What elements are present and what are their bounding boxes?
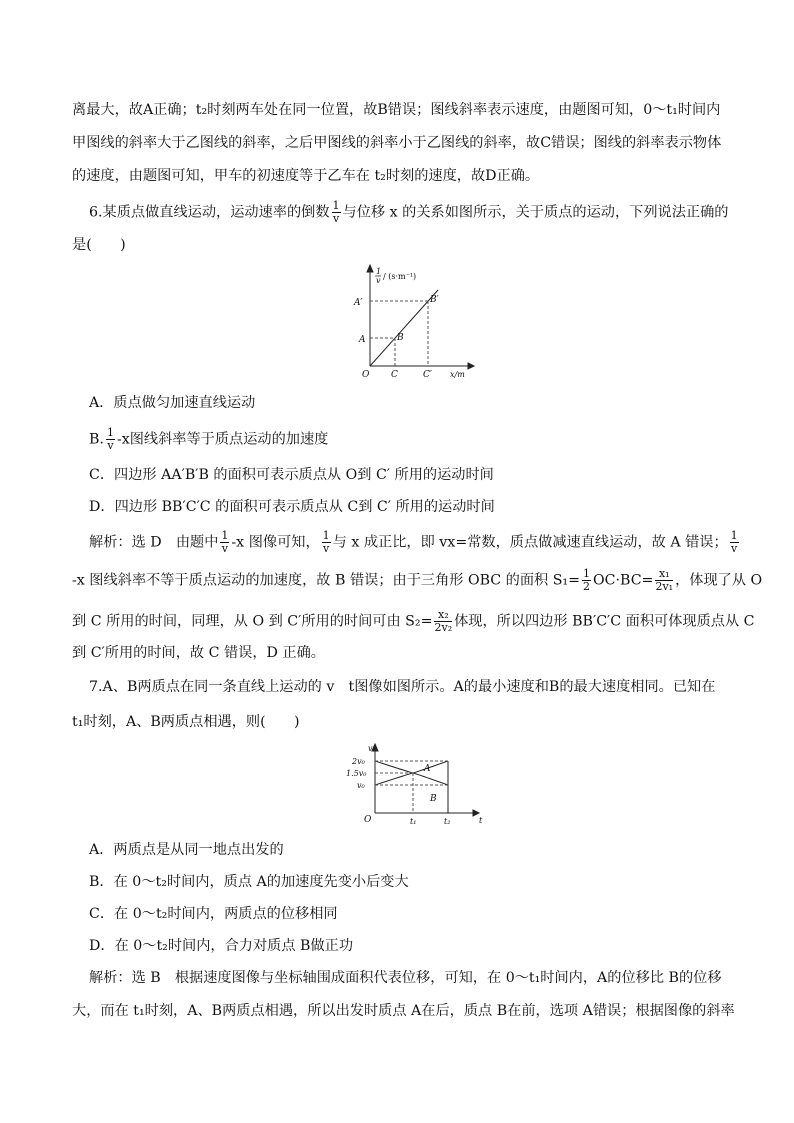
q6-label-a: A: [359, 335, 366, 345]
q6-figure: [350, 262, 480, 380]
q6-label-a-prime: A′: [354, 298, 363, 308]
q6-option-a: A．质点做匀加速直线运动: [89, 395, 256, 411]
q6-optb-fraction: $\frac{1}{v}$: [106, 426, 114, 452]
q7-origin: O: [364, 815, 372, 825]
q6-label-c: C: [391, 370, 398, 380]
q6-stem-b: 与位移 x 的关系如图所示，关于质点的运动，下列说法正确的: [342, 204, 729, 221]
q6-stem-line-1: [89, 200, 739, 225]
q6-label-b-prime: B′: [430, 295, 439, 305]
q7-tick-v0: v₀: [357, 781, 365, 790]
q6-y-arrow: [367, 265, 373, 272]
q7-tick-t1: t₁: [410, 817, 417, 826]
q7-figure: [340, 743, 490, 828]
q7-xaxis-label: t: [479, 816, 483, 825]
prev-analysis-line-2: 甲图线的斜率大于乙图线的斜率，之后甲图线的斜率小于乙图线的斜率，故C错误；图线的斜率表示物体: [72, 135, 722, 151]
q7-curve-a: [375, 761, 448, 773]
q6-ylabel-num: 1: [376, 267, 382, 276]
q7-stem-line-1: 7.A、B两质点在同一条直线上运动的 v t图像如图所示。A的最小速度和B的最大速度相同。已知在: [89, 679, 716, 695]
q6-option-b: B. $\frac{1}{v}$ -x图线斜率等于质点运动的加速度: [89, 426, 329, 452]
q6-stem-a: 6.某质点做直线运动，运动速率的倒数: [89, 204, 330, 221]
q7-tick-2v0: 2v₀: [352, 757, 365, 766]
q6-analysis-line-3: 到 C 所用的时间，同理，从 O 到 C′所用的时间可由 S₂= $\frac{\text{x₂}}{\text{2v₂}}$ 体现，所以四边形 BB′C′C 面积可体现质点从 C: [72, 608, 755, 634]
q6-xlabel: x/m: [450, 370, 465, 379]
q7-label-a: A: [424, 764, 431, 774]
q7-tick-1.5v0: 1.5v₀: [346, 769, 367, 778]
q7-analysis-line-1: 解析：选 B 根据速度图像与坐标轴围成面积代表位移，可知，在 0～t₁时间内，A的位移比 B的位移: [89, 970, 722, 986]
q6-analysis-line-2: -x 图线斜率不等于质点运动的加速度，故 B 错误；由于三角形 OBC 的面积 S₁= $\frac{1}{2}$ OC·BC= $\frac{\text{x₁}}{\text{2v₁}}$ ，体现了从 O: [72, 567, 763, 593]
q6-analysis-line-4: 到 C′所用的时间，故 C 错误，D 正确。: [72, 645, 325, 661]
q7-option-b: B．在 0～t₂时间内，质点 A的加速度先变小后变大: [89, 874, 409, 890]
prev-analysis-line-1: 离最大，故A正确；t₂时刻两车处在同一位置，故B错误；图线斜率表示速度，由题图可知，0～t₁时间内: [72, 102, 721, 118]
q7-yaxis-label: v: [368, 744, 373, 753]
q6-origin: O: [362, 370, 370, 380]
q7-option-d: D．在 0～t₂时间内，合力对质点 B做正功: [89, 938, 354, 954]
q6-inverse-v-fraction: $\frac{1}{v}$: [332, 199, 340, 225]
q6-option-c: C．四边形 AA′B′B 的面积可表示质点从 O到 C′ 所用的运动时间: [89, 467, 494, 483]
q6-stem-line-2: 是( ): [72, 237, 126, 253]
q6-x-arrow: [468, 363, 474, 369]
q6-ylabel: / (s·m⁻¹): [383, 272, 417, 281]
q7-tick-t2: t₂: [444, 817, 451, 826]
q6-ylabel-den: v: [376, 276, 381, 285]
q7-option-c: C．在 0～t₂时间内，两质点的位移相同: [89, 906, 338, 922]
q6-option-d: D．四边形 BB′C′C 的面积可表示质点从 C到 C′ 所用的运动时间: [89, 499, 495, 515]
q7-label-b: B: [430, 794, 437, 804]
q6-label-c-prime: C′: [423, 370, 432, 380]
q6-label-b: B: [397, 333, 404, 343]
q7-option-a: A．两质点是从同一地点出发的: [89, 842, 284, 858]
q7-analysis-line-2: 大，而在 t₁时刻，A、B两质点相遇，所以出发时质点 A在后，质点 B在前，选项 A错误；根据图像的斜率: [72, 1003, 735, 1019]
q7-stem-line-2: t₁时刻，A、B两质点相遇，则( ): [72, 714, 300, 730]
q7-curve-b: [375, 773, 448, 785]
q6-analysis-line-1: 解析：选 D 由题中 $\frac{1}{v}$ -x 图像可知， $\frac{1}{v}$ 与 x 成正比，即 vx=常数，质点做减速直线运动，故 A 错误； $\frac{1}{v}$: [89, 529, 738, 555]
prev-analysis-line-3: 的速度，由题图可知，甲车的初速度等于乙车在 t₂时刻的速度，故D正确。: [72, 168, 540, 184]
